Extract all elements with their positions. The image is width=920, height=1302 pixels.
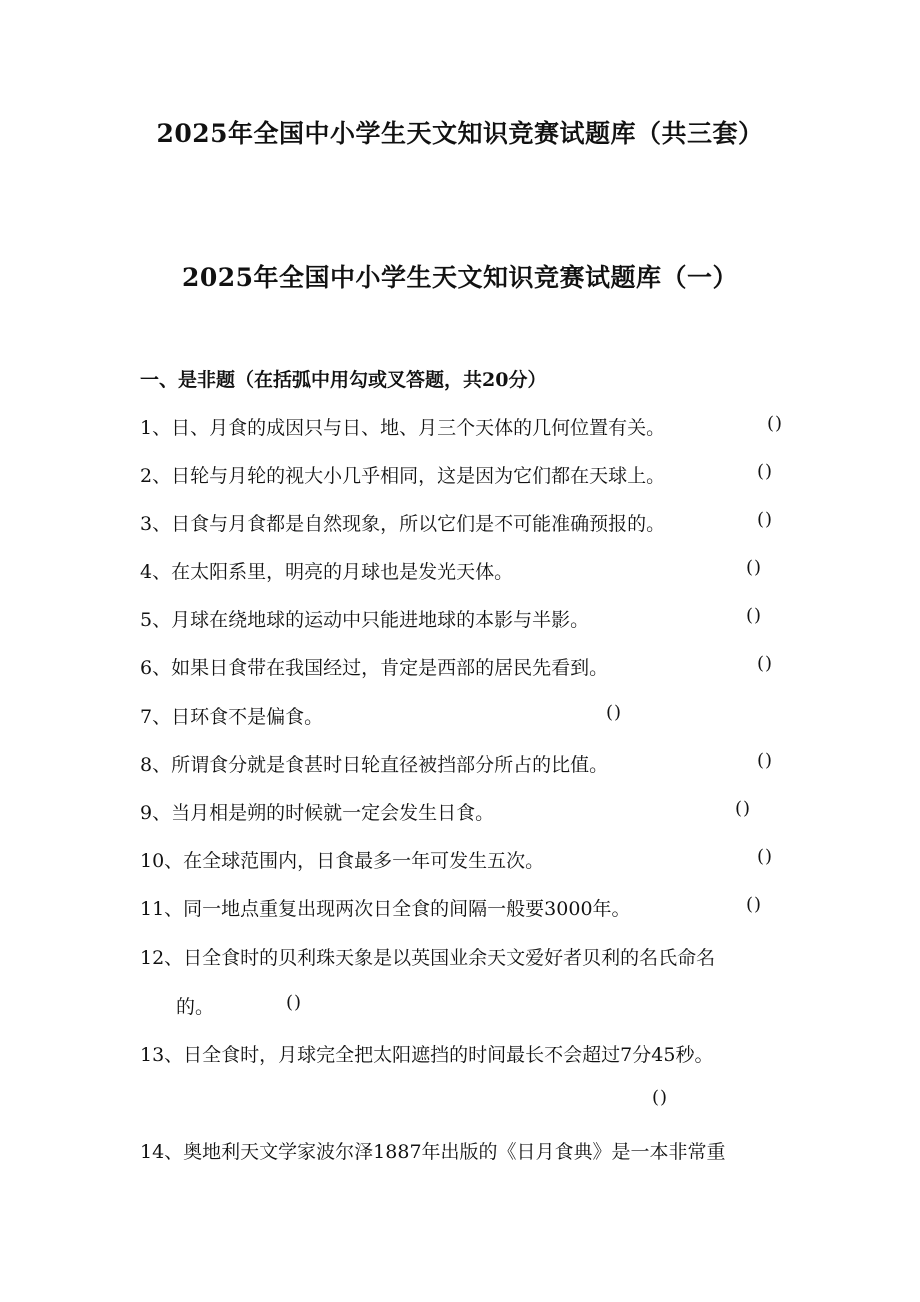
answer-parentheses: (): [757, 509, 774, 530]
question-6: 6、如果日食带在我国经过，肯定是西部的居民先看到。: [140, 657, 609, 679]
question-5: 5、月球在绕地球的运动中只能进地球的本影与半影。: [140, 609, 590, 631]
answer-parentheses: (): [757, 461, 774, 482]
question-11: 11、同一地点重复出现两次日全食的间隔一般要3000年。: [140, 898, 631, 920]
question-7: 7、日环食不是偏食。: [140, 706, 324, 728]
answer-parentheses: (): [746, 894, 763, 915]
set-title: 2025年全国中小学生天文知识竞赛试题库（一）: [181, 263, 739, 292]
question-14: 14、奥地利天文学家波尔泽1887年出版的《日月食典》是一本非常重: [140, 1141, 726, 1163]
answer-parentheses: (): [286, 992, 303, 1013]
question-2: 2、日轮与月轮的视大小几乎相同，这是因为它们都在天球上。: [140, 465, 666, 487]
document-title: 2025年全国中小学生天文知识竞赛试题库（共三套）: [156, 119, 764, 148]
answer-parentheses: (): [652, 1087, 669, 1108]
answer-parentheses: (): [606, 702, 623, 723]
question-9: 9、当月相是朔的时候就一定会发生日食。: [140, 802, 495, 824]
question-10: 10、在全球范围内，日食最多一年可发生五次。: [140, 850, 545, 872]
answer-parentheses: (): [757, 846, 774, 867]
section-heading: 一、是非题（在括弧中用勾或叉答题，共20分）: [140, 369, 547, 391]
answer-parentheses: (): [746, 557, 763, 578]
question-12: 12、日全食时的贝利珠天象是以英国业余天文爱好者贝利的名氏命名: [140, 947, 716, 969]
answer-parentheses: (): [757, 750, 774, 771]
question-4: 4、在太阳系里，明亮的月球也是发光天体。: [140, 561, 514, 583]
question-13: 13、日全食时，月球完全把太阳遮挡的时间最长不会超过7分45秒。: [140, 1044, 714, 1066]
answer-parentheses: (): [757, 653, 774, 674]
answer-parentheses: (): [746, 605, 763, 626]
question-12-continuation: 的。: [176, 996, 215, 1018]
answer-parentheses: (): [735, 798, 752, 819]
question-1: 1、日、月食的成因只与日、地、月三个天体的几何位置有关。: [140, 417, 666, 439]
answer-parentheses: (): [767, 413, 784, 434]
question-8: 8、所谓食分就是食甚时日轮直径被挡部分所占的比值。: [140, 754, 609, 776]
question-3: 3、日食与月食都是自然现象，所以它们是不可能准确预报的。: [140, 513, 666, 535]
